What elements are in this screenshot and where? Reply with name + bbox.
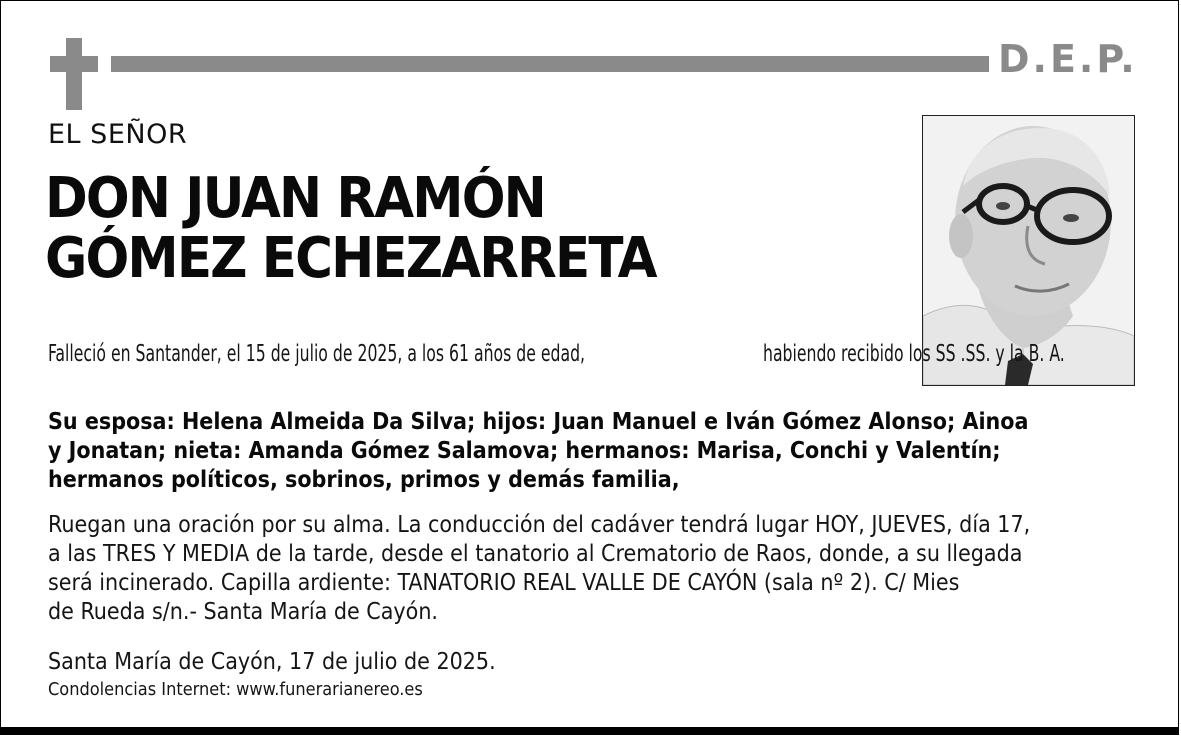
deceased-name-line-2: GÓMEZ ECHEZARRETA (45, 226, 656, 291)
service-line-2: a las TRES Y MEDIA de la tarde, desde el tanatorio al Crematorio de Raos, donde, a su llegada (48, 541, 1023, 567)
bottom-rule (1, 727, 1178, 734)
family-line-2: y Jonatan; nieta: Amanda Gómez Salamova; hermanos: Marisa, Conchi y Valentín; (48, 438, 1001, 464)
place-date: Santa María de Cayón, 17 de julio de 2025. (48, 649, 496, 675)
service-line-1: Ruegan una oración por su alma. La conducción del cadáver tendrá lugar HOY, JUEVES, día 17, (48, 512, 1031, 538)
service-details (48, 511, 1148, 627)
header-rule (111, 56, 989, 72)
deceased-name-line-1: DON JUAN RAMÓN (45, 166, 545, 231)
cross-icon (50, 38, 98, 110)
honorific: EL SEÑOR (48, 119, 188, 150)
service-line-3: será incinerado. Capilla ardiente: TANATORIO REAL VALLE DE CAYÓN (sala nº 2). C/ Mies (48, 570, 960, 596)
dep-label: D.E.P. (998, 37, 1138, 81)
family-line-3: hermanos políticos, sobrinos, primos y demás familia, (48, 467, 680, 493)
death-notice (48, 340, 1148, 369)
family-line-1: Su esposa: Helena Almeida Da Silva; hijos: Juan Manuel e Iván Gómez Alonso; Ainoa (48, 409, 1029, 435)
death-notice-line-1: Falleció en Santander, el 15 de julio de 2025, a los 61 años de edad, (48, 341, 586, 367)
condolences-link[interactable]: Condolencias Internet: www.funerarianereo.es (48, 679, 423, 700)
death-notice-line-2: habiendo recibido los SS .SS. y la B. A. (763, 341, 1065, 367)
family-list (48, 408, 1148, 495)
service-line-4: de Rueda s/n.- Santa María de Cayón. (48, 599, 439, 625)
deceased-name (45, 166, 836, 291)
